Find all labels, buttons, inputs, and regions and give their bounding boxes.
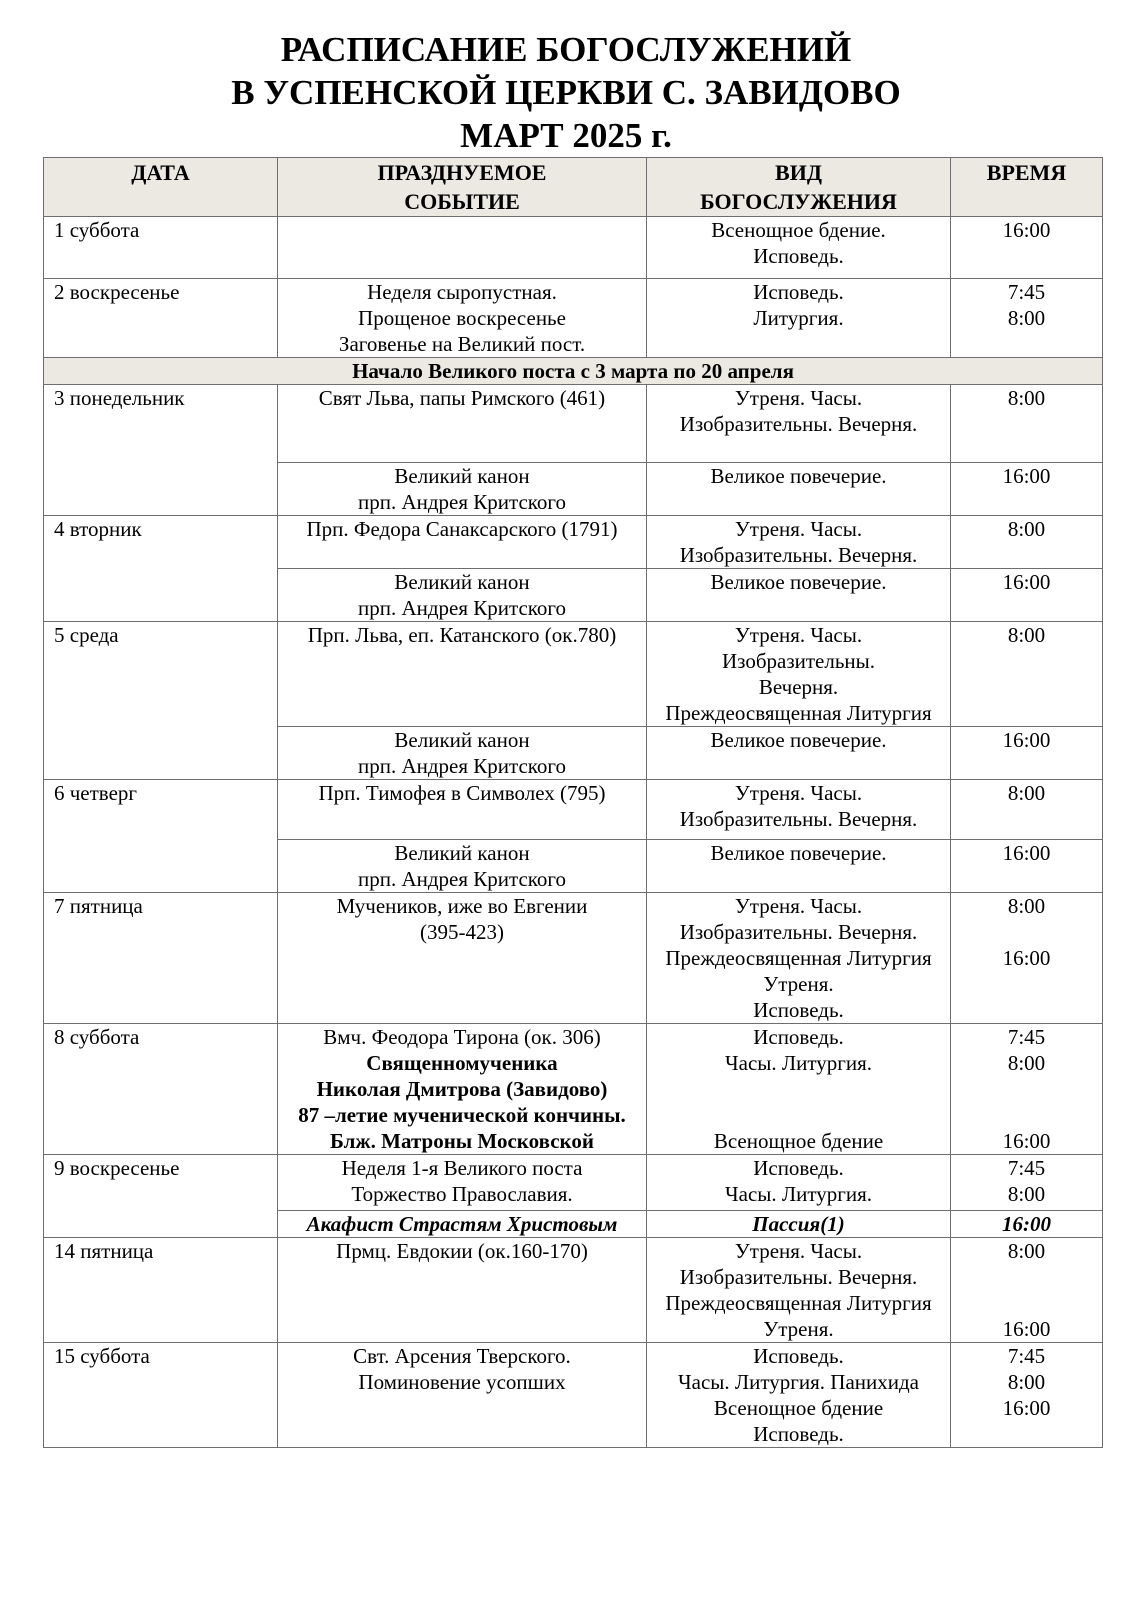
- time-line: 16:00: [1002, 1317, 1051, 1341]
- event-line: Мучеников, иже во Евгении: [336, 894, 588, 918]
- event-line: Неделя сыропустная.: [367, 280, 557, 304]
- header-event-label-1: ПРАЗДНУЕМОЕ: [377, 160, 547, 185]
- service-cell: [647, 893, 951, 1024]
- service-line: Утреня.: [763, 1317, 834, 1341]
- event-cell: [278, 516, 647, 569]
- service-line: Великое повечерие.: [710, 728, 887, 752]
- event-line: Великий канон: [394, 464, 530, 488]
- header-event-label-2: СОБЫТИЕ: [404, 189, 520, 214]
- time-cell: [951, 780, 1103, 840]
- time-line: 16:00: [1002, 728, 1051, 752]
- time-line: 16:00: [1002, 1129, 1051, 1153]
- time-line: 16:00: [1002, 841, 1051, 865]
- table-row: [44, 1155, 1103, 1211]
- title-line-1: РАСПИСАНИЕ БОГОСЛУЖЕНИЙ: [280, 30, 852, 69]
- service-cell: [647, 385, 951, 463]
- service-line: Преждеосвященная Литургия: [665, 701, 932, 725]
- service-line: Вечерня.: [758, 675, 839, 699]
- service-line: Исповедь.: [753, 244, 844, 268]
- service-cell: [647, 1343, 951, 1448]
- time-line: 16:00: [1002, 570, 1051, 594]
- service-cell: [647, 217, 951, 279]
- event-line: прп. Андрея Критского: [357, 490, 567, 514]
- event-cell: [278, 279, 647, 358]
- event-cell: [278, 569, 647, 622]
- event-line: Прмц. Евдокии (ок.160-170): [336, 1239, 588, 1263]
- table-row: [44, 217, 1103, 279]
- header-service-label-1: ВИД: [775, 160, 822, 185]
- title-line-2: В УСПЕНСКОЙ ЦЕРКВИ С. ЗАВИДОВО: [231, 73, 901, 112]
- time-line: 7:45: [1007, 280, 1046, 304]
- lent-banner: Начало Великого поста с 3 марта по 20 апреля: [44, 358, 1103, 385]
- service-line: Изобразительны. Вечерня.: [679, 920, 918, 944]
- event-line: Прп. Тимофея в Символех (795): [318, 781, 606, 805]
- time-line: 8:00: [1007, 1370, 1046, 1394]
- service-cell: [647, 780, 951, 840]
- service-line: Преждеосвященная Литургия: [665, 1291, 932, 1315]
- event-line: Блж. Матроны Московской: [330, 1129, 594, 1153]
- time-cell: [951, 840, 1103, 893]
- time-line: 8:00: [1007, 894, 1046, 918]
- time-line: 16:00: [1002, 1396, 1051, 1420]
- event-line: Свт. Арсения Тверского.: [353, 1344, 571, 1368]
- service-line: Исповедь.: [753, 280, 844, 304]
- event-line: Прп. Федора Санаксарского (1791): [306, 517, 618, 541]
- time-cell: [951, 1155, 1103, 1211]
- service-line: Утреня. Часы.: [734, 1239, 863, 1263]
- date-cell: 9 воскресенье: [44, 1155, 278, 1238]
- service-line: Часы. Литургия.: [724, 1051, 873, 1075]
- date-cell: 3 понедельник: [44, 385, 278, 516]
- service-cell: [647, 516, 951, 569]
- service-cell: [647, 727, 951, 780]
- title-line-3: МАРТ 2025 г.: [460, 116, 672, 155]
- service-line: Исповедь.: [753, 1156, 844, 1180]
- service-cell: [647, 569, 951, 622]
- time-line: 8:00: [1007, 1239, 1046, 1263]
- service-cell: [647, 840, 951, 893]
- header-row: [44, 158, 1103, 217]
- service-cell: [647, 622, 951, 727]
- lent-banner-row: [44, 358, 1103, 385]
- service-line: Утреня.: [763, 972, 834, 996]
- service-line: Часы. Литургия.: [724, 1182, 873, 1206]
- service-cell: [647, 1024, 951, 1155]
- service-line: Исповедь.: [753, 1025, 844, 1049]
- service-line: Всенощное бдение.: [711, 218, 886, 242]
- service-line: Изобразительны. Вечерня.: [679, 543, 918, 567]
- time-line: 8:00: [1007, 1182, 1046, 1206]
- event-line: Прп. Льва, еп. Катанского (ок.780): [307, 623, 617, 647]
- service-line: Всенощное бдение: [713, 1396, 884, 1420]
- service-line: Великое повечерие.: [710, 570, 887, 594]
- event-cell: [278, 893, 647, 1024]
- service-line: Часы. Литургия. Панихида: [678, 1370, 919, 1394]
- page-title: [0, 28, 1132, 157]
- event-cell: [278, 217, 647, 279]
- service-line: Великое повечерие.: [710, 841, 887, 865]
- event-cell: [278, 1024, 647, 1155]
- event-line: Великий канон: [394, 570, 530, 594]
- service-line: Изобразительны. Вечерня.: [679, 1265, 918, 1289]
- event-line: Свят Льва, папы Римского (461): [318, 386, 606, 410]
- service-line: Утреня. Часы.: [734, 894, 863, 918]
- time-line: 8:00: [1007, 386, 1046, 410]
- service-line: Преждеосвященная Литургия: [665, 946, 932, 970]
- time-cell: 16:00: [951, 1211, 1103, 1238]
- event-line: Торжество Православия.: [351, 1182, 573, 1206]
- time-line: 7:45: [1007, 1025, 1046, 1049]
- date-cell: 8 суббота: [44, 1024, 278, 1155]
- time-cell: [951, 1238, 1103, 1343]
- service-line: Изобразительны. Вечерня.: [679, 412, 918, 436]
- event-cell: [278, 1155, 647, 1211]
- date-cell: 7 пятница: [44, 893, 278, 1024]
- event-cell: [278, 727, 647, 780]
- event-line: Поминовение усопших: [358, 1370, 566, 1394]
- service-line: Утреня. Часы.: [734, 623, 863, 647]
- time-cell: [951, 385, 1103, 463]
- header-service-label-2: БОГОСЛУЖЕНИЯ: [700, 189, 897, 214]
- time-cell: [951, 279, 1103, 358]
- event-line: Великий канон: [394, 728, 530, 752]
- time-line: 16:00: [1002, 464, 1051, 488]
- event-cell: Акафист Страстям Христовым: [278, 1211, 647, 1238]
- service-line: Утреня. Часы.: [734, 517, 863, 541]
- event-cell: [278, 463, 647, 516]
- event-line: Священномученика: [366, 1051, 558, 1075]
- event-cell: [278, 1238, 647, 1343]
- time-cell: [951, 1024, 1103, 1155]
- table-row: [44, 780, 1103, 840]
- event-line: Неделя 1-я Великого поста: [341, 1156, 583, 1180]
- schedule-table: [43, 157, 1103, 1448]
- table-row: [44, 1238, 1103, 1343]
- service-line: Всенощное бдение: [713, 1129, 884, 1153]
- event-line: Великий канон: [394, 841, 530, 865]
- date-cell: 14 пятница: [44, 1238, 278, 1343]
- header-time: [951, 158, 1103, 217]
- time-cell: [951, 217, 1103, 279]
- event-line: Заговенье на Великий пост.: [338, 332, 586, 356]
- event-line: прп. Андрея Критского: [357, 754, 567, 778]
- time-cell: [951, 569, 1103, 622]
- service-line: Литургия.: [753, 306, 844, 330]
- date-cell: 4 вторник: [44, 516, 278, 622]
- service-line: Великое повечерие.: [710, 464, 887, 488]
- time-line: 7:45: [1007, 1344, 1046, 1368]
- date-cell: 15 суббота: [44, 1343, 278, 1448]
- event-line: Прощеное воскресенье: [358, 306, 566, 330]
- table-row: [44, 385, 1103, 463]
- service-cell: [647, 279, 951, 358]
- service-cell: Пассия(1): [647, 1211, 951, 1238]
- service-line: Утреня. Часы.: [734, 386, 863, 410]
- service-cell: [647, 463, 951, 516]
- event-line: прп. Андрея Критского: [357, 867, 567, 891]
- date-cell: 6 четверг: [44, 780, 278, 893]
- header-event: [278, 158, 647, 217]
- event-line: прп. Андрея Критского: [357, 596, 567, 620]
- service-cell: [647, 1238, 951, 1343]
- event-line: 87 –летие мученической кончины.: [298, 1103, 626, 1127]
- event-cell: [278, 1343, 647, 1448]
- time-line: 7:45: [1007, 1156, 1046, 1180]
- date-cell: 2 воскресенье: [44, 279, 278, 358]
- event-cell: [278, 840, 647, 893]
- event-cell: [278, 622, 647, 727]
- table-row: [44, 1343, 1103, 1448]
- time-cell: [951, 893, 1103, 1024]
- time-cell: [951, 463, 1103, 516]
- event-cell: [278, 780, 647, 840]
- event-line: (395-423): [420, 920, 504, 944]
- header-date: [44, 158, 278, 217]
- service-line: Исповедь.: [753, 998, 844, 1022]
- time-cell: [951, 1343, 1103, 1448]
- header-date-label: ДАТА: [131, 160, 190, 185]
- time-line: 8:00: [1007, 781, 1046, 805]
- event-line: Николая Дмитрова (Завидово): [316, 1077, 608, 1101]
- event-cell: [278, 385, 647, 463]
- event-line: Вмч. Феодора Тирона (ок. 306): [323, 1025, 601, 1049]
- time-cell: [951, 516, 1103, 569]
- date-cell: 1 суббота: [44, 217, 278, 279]
- time-cell: [951, 622, 1103, 727]
- time-cell: [951, 727, 1103, 780]
- table-row: [44, 622, 1103, 727]
- table-row: [44, 516, 1103, 569]
- header-service: [647, 158, 951, 217]
- time-line: 8:00: [1007, 306, 1046, 330]
- time-line: 16:00: [1002, 218, 1051, 242]
- table-row: [44, 279, 1103, 358]
- date-cell: 5 среда: [44, 622, 278, 780]
- service-line: Изобразительны.: [721, 649, 876, 673]
- header-time-label: ВРЕМЯ: [986, 160, 1067, 185]
- service-cell: [647, 1155, 951, 1211]
- time-line: 8:00: [1007, 517, 1046, 541]
- service-line: Исповедь.: [753, 1422, 844, 1446]
- table-row: [44, 1024, 1103, 1155]
- service-line: Утреня. Часы.: [734, 781, 863, 805]
- time-line: 8:00: [1007, 1051, 1046, 1075]
- time-line: 8:00: [1007, 623, 1046, 647]
- table-row: [44, 893, 1103, 1024]
- time-line: 16:00: [1002, 946, 1051, 970]
- service-line: Изобразительны. Вечерня.: [679, 807, 918, 831]
- service-line: Исповедь.: [753, 1344, 844, 1368]
